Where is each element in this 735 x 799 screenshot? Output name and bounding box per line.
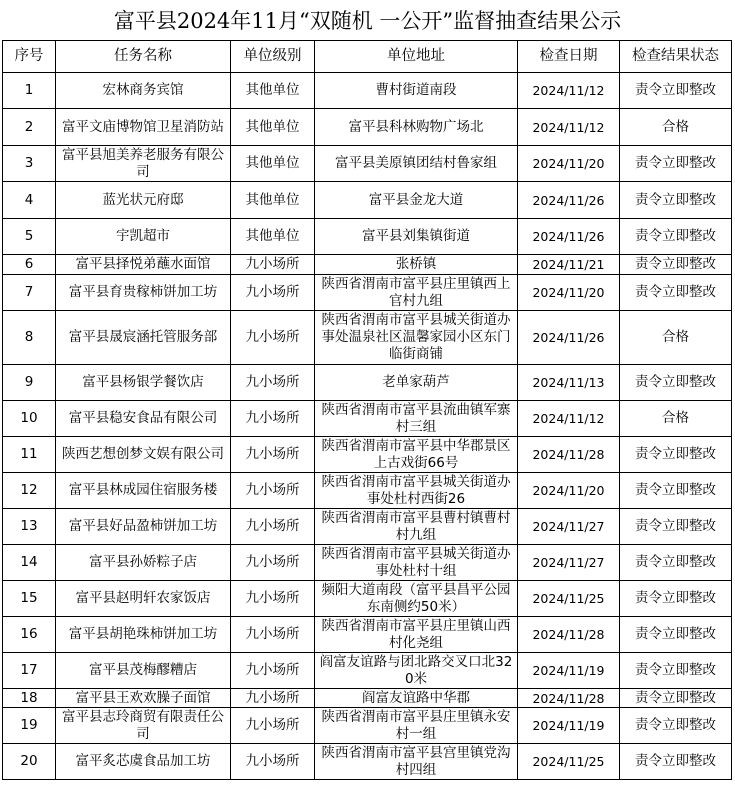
seq-cell: 5 [3, 219, 56, 255]
task-name-cell: 富平县稳安食品有限公司 [56, 401, 231, 437]
status-cell: 责令立即整改 [620, 689, 732, 708]
task-name-cell: 宏林商务宾馆 [56, 73, 231, 109]
date-cell: 2024/11/25 [518, 581, 620, 617]
unit-level-cell: 九小场所 [231, 275, 315, 311]
address-cell: 富平县金龙大道 [315, 182, 518, 219]
date-cell: 2024/11/12 [518, 73, 620, 109]
unit-level-cell: 九小场所 [231, 545, 315, 581]
table-row [3, 275, 732, 311]
task-name-cell: 富平县王欢欢臊子面馆 [56, 689, 231, 708]
address-cell: 富平县刘集镇街道 [315, 219, 518, 255]
column-header-level: 单位级别 [231, 41, 315, 73]
seq-cell: 1 [3, 73, 56, 109]
table-row [3, 182, 732, 219]
unit-level-cell: 其他单位 [231, 146, 315, 182]
unit-level-cell: 其他单位 [231, 109, 315, 146]
date-cell: 2024/11/28 [518, 689, 620, 708]
date-cell: 2024/11/13 [518, 365, 620, 401]
address-cell: 富平县科林购物广场北 [315, 109, 518, 146]
status-cell: 责令立即整改 [620, 617, 732, 653]
task-name-cell: 富平县晟宸涵托管服务部 [56, 311, 231, 365]
unit-level-cell: 其他单位 [231, 182, 315, 219]
seq-cell: 12 [3, 473, 56, 509]
address-cell: 陕西省渭南市富平县城关街道办事处温泉社区温馨家园小区东门临街商铺 [315, 311, 518, 365]
seq-cell: 18 [3, 689, 56, 708]
table-row [3, 311, 732, 365]
address-cell: 陕西省渭南市富平县流曲镇军寨村三组 [315, 401, 518, 437]
column-header-date: 检查日期 [518, 41, 620, 73]
task-name-cell: 富平县赵明轩农家饭店 [56, 581, 231, 617]
date-cell: 2024/11/27 [518, 545, 620, 581]
seq-cell: 20 [3, 744, 56, 780]
table-row [3, 146, 732, 182]
date-cell: 2024/11/21 [518, 255, 620, 275]
unit-level-cell: 九小场所 [231, 365, 315, 401]
task-name-cell: 富平县育贵稼柿饼加工坊 [56, 275, 231, 311]
address-cell: 陕西省渭南市富平县中华郡景区上古戏街66号 [315, 437, 518, 473]
date-cell: 2024/11/19 [518, 708, 620, 744]
address-cell: 阎富友谊路中华郡 [315, 689, 518, 708]
address-cell: 陕西省渭南市富平县庄里镇西上官村九组 [315, 275, 518, 311]
unit-level-cell: 其他单位 [231, 219, 315, 255]
status-cell: 合格 [620, 311, 732, 365]
status-cell: 责令立即整改 [620, 365, 732, 401]
task-name-cell: 宇凯超市 [56, 219, 231, 255]
date-cell: 2024/11/19 [518, 653, 620, 689]
task-name-cell: 富平县孙娇粽子店 [56, 545, 231, 581]
address-cell: 陕西省渭南市富平县庄里镇山西村化尧组 [315, 617, 518, 653]
task-name-cell: 富平县杨银学餐饮店 [56, 365, 231, 401]
column-header-status: 检查结果状态 [620, 41, 732, 73]
seq-cell: 6 [3, 255, 56, 275]
task-name-cell: 富平县好品盈柿饼加工坊 [56, 509, 231, 545]
address-cell: 陕西省渭南市富平县曹村镇曹村村九组 [315, 509, 518, 545]
status-cell: 责令立即整改 [620, 708, 732, 744]
date-cell: 2024/11/26 [518, 219, 620, 255]
unit-level-cell: 九小场所 [231, 653, 315, 689]
status-cell: 责令立即整改 [620, 219, 732, 255]
seq-cell: 13 [3, 509, 56, 545]
table-row [3, 109, 732, 146]
date-cell: 2024/11/27 [518, 509, 620, 545]
seq-cell: 7 [3, 275, 56, 311]
address-cell: 阎富友谊路与团北路交叉口北320米 [315, 653, 518, 689]
address-cell: 陕西省渭南市富平县庄里镇永安村一组 [315, 708, 518, 744]
date-cell: 2024/11/26 [518, 182, 620, 219]
status-cell: 责令立即整改 [620, 182, 732, 219]
seq-cell: 19 [3, 708, 56, 744]
status-cell: 责令立即整改 [620, 545, 732, 581]
seq-cell: 4 [3, 182, 56, 219]
unit-level-cell: 九小场所 [231, 401, 315, 437]
address-cell: 陕西省渭南市富平县城关街道办事处杜村十组 [315, 545, 518, 581]
date-cell: 2024/11/12 [518, 401, 620, 437]
unit-level-cell: 九小场所 [231, 255, 315, 275]
date-cell: 2024/11/28 [518, 617, 620, 653]
status-cell: 责令立即整改 [620, 473, 732, 509]
task-name-cell: 富平县林成园住宿服务楼 [56, 473, 231, 509]
status-cell: 责令立即整改 [620, 653, 732, 689]
status-cell: 责令立即整改 [620, 581, 732, 617]
table-row [3, 401, 732, 437]
unit-level-cell: 九小场所 [231, 617, 315, 653]
column-header-address: 单位地址 [315, 41, 518, 73]
seq-cell: 11 [3, 437, 56, 473]
seq-cell: 9 [3, 365, 56, 401]
seq-cell: 2 [3, 109, 56, 146]
unit-level-cell: 九小场所 [231, 689, 315, 708]
task-name-cell: 富平县旭美养老服务有限公司 [56, 146, 231, 182]
unit-level-cell: 九小场所 [231, 744, 315, 780]
date-cell: 2024/11/28 [518, 437, 620, 473]
table-row [3, 581, 732, 617]
seq-cell: 15 [3, 581, 56, 617]
results-table [2, 40, 732, 780]
unit-level-cell: 九小场所 [231, 311, 315, 365]
status-cell: 责令立即整改 [620, 744, 732, 780]
address-cell: 富平县美原镇团结村鲁家组 [315, 146, 518, 182]
unit-level-cell: 其他单位 [231, 73, 315, 109]
task-name-cell: 富平县志玲商贸有限责任公司 [56, 708, 231, 744]
unit-level-cell: 九小场所 [231, 708, 315, 744]
seq-cell: 14 [3, 545, 56, 581]
status-cell: 合格 [620, 401, 732, 437]
task-name-cell: 富平县择悦弟蘸水面馆 [56, 255, 231, 275]
task-name-cell: 陕西艺想创梦文娱有限公司 [56, 437, 231, 473]
date-cell: 2024/11/26 [518, 311, 620, 365]
unit-level-cell: 九小场所 [231, 509, 315, 545]
column-header-seq: 序号 [3, 41, 56, 73]
table-row [3, 509, 732, 545]
table-row [3, 653, 732, 689]
page-title: 富平县2024年11月“双随机 一公开”监督抽查结果公示 [113, 9, 622, 33]
table-row [3, 689, 732, 708]
table-row [3, 744, 732, 780]
status-cell: 合格 [620, 109, 732, 146]
unit-level-cell: 九小场所 [231, 581, 315, 617]
seq-cell: 10 [3, 401, 56, 437]
status-cell: 责令立即整改 [620, 73, 732, 109]
table-row [3, 365, 732, 401]
address-cell: 陕西省渭南市富平县宫里镇党沟村四组 [315, 744, 518, 780]
date-cell: 2024/11/12 [518, 109, 620, 146]
task-name-cell: 富平文庙博物馆卫星消防站 [56, 109, 231, 146]
status-cell: 责令立即整改 [620, 275, 732, 311]
header-row [3, 41, 732, 73]
unit-level-cell: 九小场所 [231, 473, 315, 509]
table-row [3, 73, 732, 109]
unit-level-cell: 九小场所 [231, 437, 315, 473]
task-name-cell: 富平县茂梅醪糟店 [56, 653, 231, 689]
table-row [3, 255, 732, 275]
address-cell: 曹村街道南段 [315, 73, 518, 109]
task-name-cell: 富平县胡艳珠柿饼加工坊 [56, 617, 231, 653]
column-header-task: 任务名称 [56, 41, 231, 73]
status-cell: 责令立即整改 [620, 437, 732, 473]
task-name-cell: 富平炙芯虞食品加工坊 [56, 744, 231, 780]
seq-cell: 17 [3, 653, 56, 689]
task-name-cell: 蓝光状元府邸 [56, 182, 231, 219]
address-cell: 老单家葫芦 [315, 365, 518, 401]
seq-cell: 3 [3, 146, 56, 182]
table-row [3, 545, 732, 581]
seq-cell: 8 [3, 311, 56, 365]
date-cell: 2024/11/25 [518, 744, 620, 780]
date-cell: 2024/11/20 [518, 146, 620, 182]
table-row [3, 473, 732, 509]
status-cell: 责令立即整改 [620, 146, 732, 182]
table-row [3, 437, 732, 473]
table-row [3, 708, 732, 744]
address-cell: 陕西省渭南市富平县城关街道办事处杜村西街26 [315, 473, 518, 509]
table-row [3, 617, 732, 653]
seq-cell: 16 [3, 617, 56, 653]
status-cell: 责令立即整改 [620, 255, 732, 275]
date-cell: 2024/11/20 [518, 275, 620, 311]
status-cell: 责令立即整改 [620, 509, 732, 545]
address-cell: 张桥镇 [315, 255, 518, 275]
address-cell: 频阳大道南段（富平县昌平公园东南侧约50米） [315, 581, 518, 617]
table-row [3, 219, 732, 255]
date-cell: 2024/11/20 [518, 473, 620, 509]
